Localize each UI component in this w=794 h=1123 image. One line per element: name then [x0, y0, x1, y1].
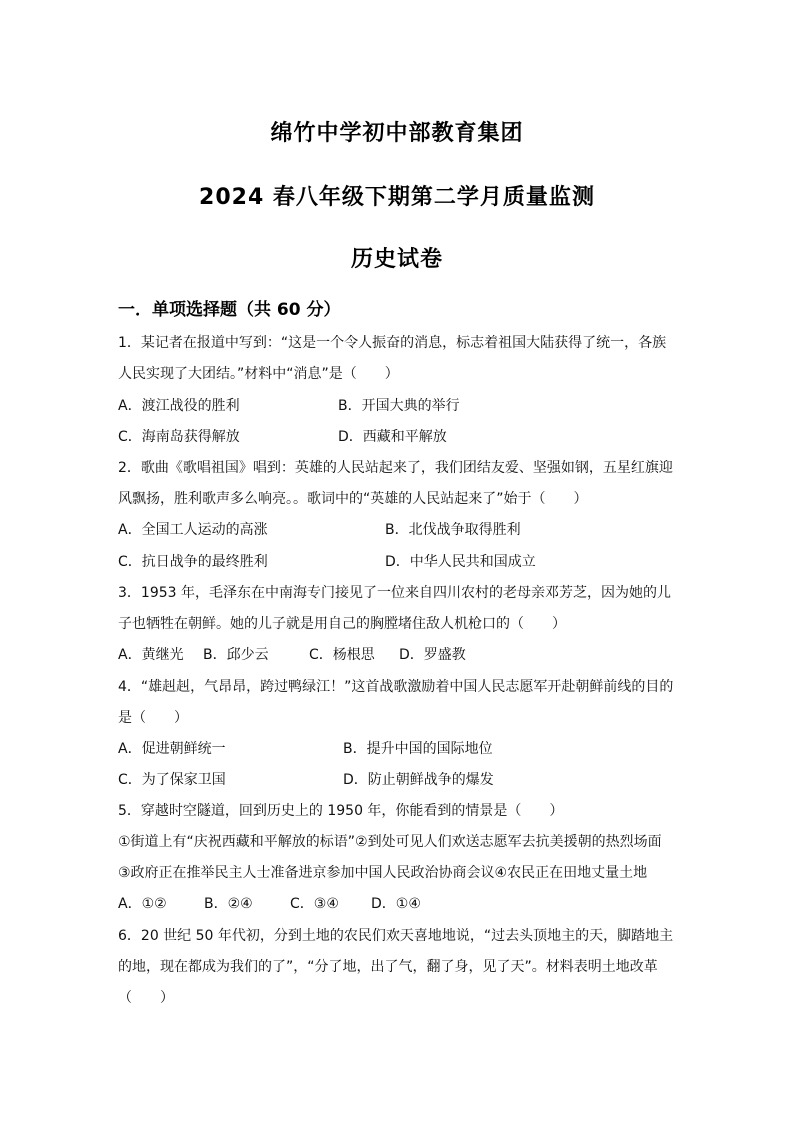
- question-1-line-1: 1．某记者在报道中写到：“这是一个令人振奋的消息，标志着祖国大陆获得了统一，各族: [118, 335, 667, 351]
- question-3-option-c: C．杨根思: [309, 647, 375, 663]
- exam-title: 2024 春八年级下期第二学月质量监测: [199, 185, 595, 210]
- question-4-line-1: 4．“雄赳赳，气昂昂，跨过鸭绿江！”这首战歌激励着中国人民志愿军开赴朝鲜前线的目的: [118, 679, 674, 695]
- section-heading: 一．单项选择题（共 60 分）: [118, 300, 341, 320]
- question-1-option-a: A．渡江战役的胜利: [118, 398, 240, 414]
- school-title: 绵竹中学初中部教育集团: [270, 121, 524, 146]
- subject-title: 历史试卷: [350, 247, 443, 272]
- question-5-option-d: D．①④: [371, 896, 421, 912]
- question-5-option-a: A．①②: [118, 896, 167, 912]
- question-1-option-d: D．西藏和平解放: [338, 429, 447, 445]
- question-3-option-a: A．黄继光: [118, 647, 184, 663]
- question-2-option-a: A．全国工人运动的高涨: [118, 522, 268, 538]
- question-4-option-a: A．促进朝鲜统一: [118, 741, 226, 757]
- question-1-option-b: B．开国大典的举行: [338, 398, 460, 414]
- question-2-option-c: C．抗日战争的最终胜利: [118, 554, 268, 570]
- question-6-line-1: 6．20 世纪 50 年代初，分到土地的农民们欢天喜地地说，“过去头顶地主的天，脚踏地主: [118, 928, 674, 944]
- question-2-option-d: D．中华人民共和国成立: [385, 554, 536, 570]
- question-3-option-b: B．邱少云: [203, 647, 269, 663]
- question-3-line-1: 3．1953 年，毛泽东在中南海专门接见了一位来自四川农村的老母亲邓芳芝，因为她的儿: [118, 585, 671, 601]
- question-4-line-2: 是（ ）: [118, 710, 188, 726]
- question-5-option-b: B．②④: [204, 896, 253, 912]
- question-5-line-2: ①街道上有“庆祝西藏和平解放的标语”②到处可见人们欢送志愿军去抗美援朝的热烈场面: [118, 834, 662, 850]
- question-5-line-3: ③政府正在推举民主人士准备进京参加中国人民政治协商会议④农民正在田地丈量土地: [118, 865, 648, 881]
- question-3-option-d: D．罗盛教: [399, 647, 466, 663]
- question-2-option-b: B．北伐战争取得胜利: [385, 522, 521, 538]
- question-6-line-2: 的地，现在都成为我们的了”，“分了地，出了气，翻了身，见了天”。材料表明土地改革: [118, 959, 658, 975]
- question-4-option-c: C．为了保家卫国: [118, 772, 226, 788]
- question-4-option-d: D．防止朝鲜战争的爆发: [343, 772, 494, 788]
- question-1-option-c: C．海南岛获得解放: [118, 429, 240, 445]
- question-4-option-b: B．提升中国的国际地位: [343, 741, 493, 757]
- question-5-option-c: C．③④: [290, 896, 339, 912]
- question-2-line-2: 风飘扬，胜利歌声多么响亮。。歌词中的“英雄的人民站起来了”始于（ ）: [118, 491, 588, 507]
- question-3-line-2: 子也牺牲在朝鲜。她的儿子就是用自己的胸膛堵住敌人机枪口的（ ）: [118, 616, 566, 632]
- question-6-line-3: （ ）: [118, 990, 174, 1006]
- question-2-line-1: 2．歌曲《歌唱祖国》唱到：英雄的人民站起来了，我们团结友爱、坚强如钢，五星红旗迎: [118, 460, 673, 476]
- question-1-line-2: 人民实现了大团结。”材料中“消息”是（ ）: [118, 366, 399, 382]
- question-5-line-1: 5．穿越时空隧道，回到历史上的 1950 年，你能看到的情景是（ ）: [118, 803, 564, 819]
